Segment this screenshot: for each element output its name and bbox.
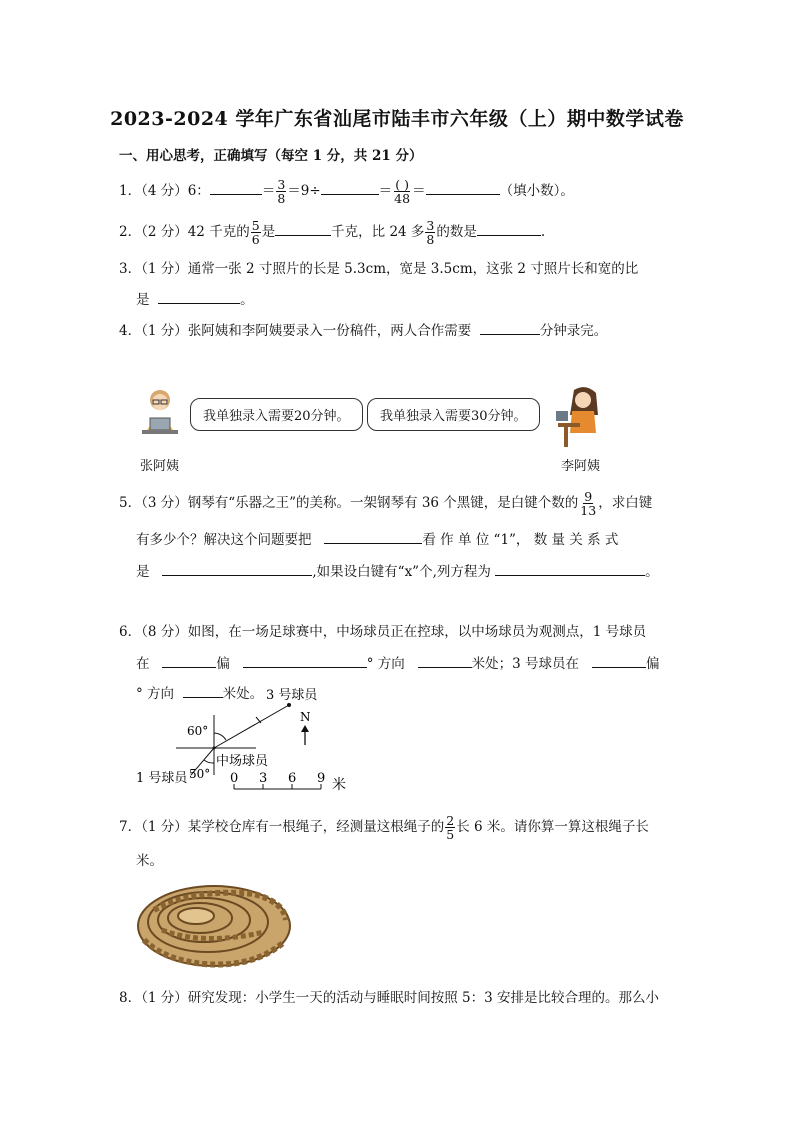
section-heading: 一、用心思考，正确填写（每空 1 分，共 21 分） bbox=[119, 148, 423, 164]
question-3-line-1: 3．（1 分）通常一张 2 寸照片的长是 5.3cm，宽是 3.5cm，这张 2 寸照片长和宽的比 bbox=[119, 261, 639, 277]
q2-blank-2[interactable] bbox=[477, 221, 541, 236]
q7-f-num: 2 bbox=[446, 813, 455, 828]
question-2 bbox=[119, 219, 545, 246]
player-3-dot-icon bbox=[287, 703, 291, 707]
q4-blank[interactable] bbox=[480, 320, 540, 335]
question-5-line-1 bbox=[119, 490, 652, 517]
label-angle-50: 50° bbox=[189, 767, 211, 781]
q2-mid3: 的数是 bbox=[436, 224, 477, 240]
q1-blank-2[interactable] bbox=[321, 180, 379, 195]
q5-blank-2[interactable] bbox=[162, 561, 312, 576]
q5-line3a: 是 bbox=[136, 564, 150, 580]
q5-blank-3[interactable] bbox=[495, 561, 645, 576]
scale-label-9: 9 bbox=[317, 771, 326, 786]
q5-f-num: 9 bbox=[584, 489, 593, 504]
q1-f2-num: ( ) bbox=[395, 177, 409, 192]
label-zhang-ayi: 张阿姨 bbox=[140, 459, 180, 474]
label-player-1: 1 号球员 bbox=[136, 771, 188, 786]
q2-mid2: 千克，比 24 多 bbox=[331, 224, 425, 240]
q6-blank-1[interactable] bbox=[162, 653, 216, 668]
rope-coil-icon bbox=[134, 880, 294, 972]
q7-fraction bbox=[445, 814, 455, 841]
q7-line1a: 7．（1 分）某学校仓库有一根绳子，经测量这根绳子的 bbox=[119, 819, 445, 835]
label-li-ayi: 李阿姨 bbox=[561, 459, 601, 474]
q1-head: 1．（4 分）6： bbox=[119, 183, 210, 199]
li-ayi-figure-icon bbox=[556, 387, 598, 447]
q7-line1b: 长 6 米。请你算一算这根绳子长 bbox=[456, 819, 649, 835]
q6-line2e: 偏 bbox=[645, 656, 660, 672]
q2-head: 2．（2 分）42 千克的 bbox=[119, 224, 250, 240]
exam-title: 2023-2024 学年广东省汕尾市陆丰市六年级（上）期中数学试卷 bbox=[110, 108, 684, 130]
scale-label-0: 0 bbox=[230, 771, 239, 786]
question-5-line-2 bbox=[136, 529, 618, 550]
scale-label-6: 6 bbox=[288, 771, 297, 786]
q5-line1a: 5．（3 分）钢琴有“乐器之王”的美称。一架钢琴有 36 个黑键，是白键个数的 bbox=[119, 495, 579, 511]
line-to-player-3 bbox=[214, 705, 289, 748]
label-angle-60: 60° bbox=[187, 724, 209, 738]
question-6-line-2 bbox=[136, 653, 659, 674]
scale-unit: 米 bbox=[332, 777, 346, 793]
q1-eq3: ＝ bbox=[412, 183, 426, 199]
q1-blank-3[interactable] bbox=[426, 180, 500, 195]
q6-line3a: ° 方向 bbox=[136, 686, 175, 702]
q2-f2-den: 8 bbox=[426, 232, 435, 247]
q1-f1-num: 3 bbox=[277, 177, 286, 192]
question-3-line-2 bbox=[136, 289, 254, 310]
q4-tail: 分钟录完。 bbox=[539, 323, 608, 339]
q1-tail: （填小数）。 bbox=[499, 183, 574, 199]
q2-tail: . bbox=[540, 224, 546, 240]
q1-f1-den: 8 bbox=[277, 191, 286, 206]
q5-line1b: ，求白键 bbox=[598, 495, 653, 511]
angle-50-arc-icon bbox=[204, 760, 214, 763]
q7-f-den: 5 bbox=[446, 827, 455, 842]
center-dot-icon bbox=[213, 747, 216, 750]
q1-f2-den: 48 bbox=[394, 191, 411, 206]
q6-direction-figure bbox=[134, 685, 364, 795]
question-6-line-1: 6．（8 分）如图，在一场足球赛中，中场球员正在控球，以中场球员为观测点，1 号球员 bbox=[119, 624, 647, 640]
q1-eq2: ＝ bbox=[378, 183, 393, 199]
question-5-line-3 bbox=[136, 561, 659, 582]
q6-line3b: 米处。 bbox=[222, 686, 264, 702]
question-4 bbox=[119, 320, 607, 341]
q2-fraction-2 bbox=[425, 219, 435, 246]
q2-f1-num: 5 bbox=[251, 218, 260, 233]
q6-line2a: 在 bbox=[136, 656, 150, 672]
q5-f-den: 13 bbox=[580, 503, 597, 518]
q1-fraction-2 bbox=[393, 178, 411, 205]
label-midfielder: 中场球员 bbox=[216, 754, 269, 769]
question-7-line-1 bbox=[119, 814, 649, 841]
q3-line2b: 。 bbox=[240, 292, 254, 308]
speech-bubble-zhang: 我单独录入需要20分钟。 bbox=[190, 398, 363, 431]
question-8-line-1: 8．（1 分）研究发现：小学生一天的活动与睡眠时间按照 5：3 安排是比较合理的。那么小 bbox=[119, 990, 659, 1006]
q6-blank-3[interactable] bbox=[418, 653, 472, 668]
q1-mid: ＝9÷ bbox=[287, 183, 321, 199]
q5-blank-1[interactable] bbox=[324, 529, 422, 544]
q2-f1-den: 6 bbox=[251, 232, 260, 247]
q6-line2c: ° 方向 bbox=[366, 656, 405, 672]
q1-blank-1[interactable] bbox=[210, 180, 262, 195]
q3-blank[interactable] bbox=[158, 289, 240, 304]
q6-blank-2[interactable] bbox=[243, 653, 367, 668]
q1-fraction-1 bbox=[276, 178, 286, 205]
q5-line3c: 。 bbox=[645, 564, 659, 580]
question-7-line-2: 米。 bbox=[136, 853, 163, 869]
q6-line2b: 偏 bbox=[216, 656, 230, 672]
question-1 bbox=[119, 178, 574, 205]
label-player-3: 3 号球员 bbox=[266, 688, 318, 703]
zhang-ayi-figure-icon bbox=[142, 390, 178, 434]
q5-fraction bbox=[579, 490, 597, 517]
q6-line2d: 米处；3 号球员在 bbox=[471, 656, 580, 672]
q2-blank-1[interactable] bbox=[275, 221, 331, 236]
angle-60-arc-icon bbox=[214, 733, 226, 740]
north-arrow-icon bbox=[301, 725, 309, 732]
q4-head: 4．（1 分）张阿姨和李阿姨要录入一份稿件，两人合作需要 bbox=[119, 323, 472, 339]
scale-label-3: 3 bbox=[259, 771, 268, 786]
q3-line2a: 是 bbox=[136, 292, 150, 308]
q6-blank-4[interactable] bbox=[592, 653, 646, 668]
speech-bubble-li: 我单独录入需要30分钟。 bbox=[367, 398, 540, 431]
q2-f2-num: 3 bbox=[426, 218, 435, 233]
north-label: N bbox=[300, 710, 311, 724]
q5-line2a: 有多少个？解决这个问题要把 bbox=[136, 532, 312, 548]
q5-line3b: ,如果设白键有“x”个,列方程为 bbox=[312, 564, 491, 580]
q2-fraction-1 bbox=[251, 219, 261, 246]
q2-mid1: 是 bbox=[261, 224, 276, 240]
q1-eq: ＝ bbox=[261, 183, 276, 199]
q5-line2b: 看 作 单 位 “1”， 数 量 关 系 式 bbox=[422, 532, 619, 548]
